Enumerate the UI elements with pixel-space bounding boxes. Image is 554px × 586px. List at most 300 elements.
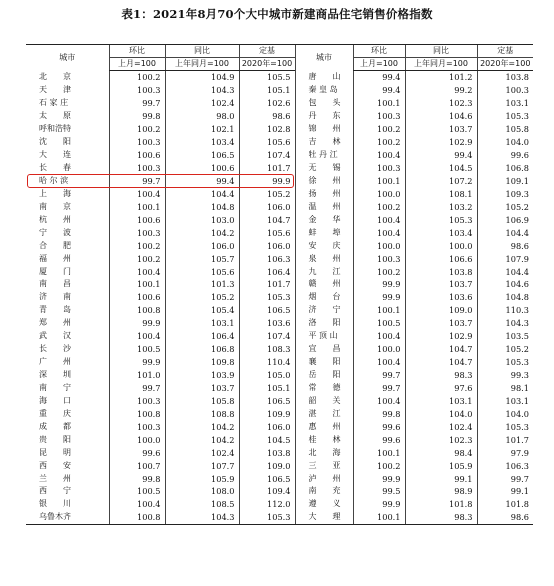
left-fixed-value: 109.0 xyxy=(239,459,295,472)
fixed-header-right: 定基 xyxy=(477,45,533,58)
right-yoy-value: 104.7 xyxy=(405,343,477,356)
left-mom-value: 100.2 xyxy=(109,123,165,136)
right-yoy-value: 103.1 xyxy=(405,394,477,407)
yoy-subheader-right: 上年同月=100 xyxy=(405,58,477,71)
right-fixed-value: 104.6 xyxy=(477,278,533,291)
right-fixed-value: 97.9 xyxy=(477,446,533,459)
table-body xyxy=(26,71,533,525)
yoy-header-right: 同比 xyxy=(405,45,477,58)
left-city-name: 大 连 xyxy=(39,150,71,160)
table-row xyxy=(26,162,533,175)
table-row xyxy=(26,187,533,200)
left-city-name: 天 津 xyxy=(39,85,71,95)
left-city-name: 福 州 xyxy=(39,253,71,263)
left-fixed-value: 106.3 xyxy=(239,252,295,265)
right-yoy-value: 101.2 xyxy=(405,71,477,84)
left-yoy-value: 103.7 xyxy=(165,382,239,395)
left-yoy-value: 108.5 xyxy=(165,498,239,511)
right-mom-value: 99.6 xyxy=(353,420,405,433)
left-city-name: 南 京 xyxy=(39,201,71,211)
left-yoy-value: 105.6 xyxy=(165,265,239,278)
left-yoy-value: 104.2 xyxy=(165,433,239,446)
left-mom-value: 100.0 xyxy=(109,433,165,446)
table-row xyxy=(26,407,533,420)
left-mom-value: 100.8 xyxy=(109,511,165,524)
table-row xyxy=(26,498,533,511)
left-fixed-value: 105.1 xyxy=(239,382,295,395)
right-city-name: 遵 义 xyxy=(295,498,353,511)
left-city-name: 银 川 xyxy=(39,499,71,509)
right-city-name: 三 亚 xyxy=(295,459,353,472)
right-city-name: 温 州 xyxy=(295,200,353,213)
left-mom-value: 100.7 xyxy=(109,459,165,472)
table-row xyxy=(26,304,533,317)
right-fixed-value: 103.5 xyxy=(477,330,533,343)
left-yoy-value: 106.5 xyxy=(165,149,239,162)
left-yoy-value: 102.1 xyxy=(165,123,239,136)
right-yoy-value: 99.2 xyxy=(405,84,477,97)
right-fixed-value: 100.3 xyxy=(477,84,533,97)
right-yoy-value: 103.6 xyxy=(405,291,477,304)
left-city-name: 宁 波 xyxy=(39,227,71,237)
yoy-header-left: 同比 xyxy=(165,45,239,58)
left-mom-value: 100.8 xyxy=(109,407,165,420)
right-city-name: 襄 阳 xyxy=(295,356,353,369)
right-fixed-value: 109.3 xyxy=(477,187,533,200)
left-city-name: 成 都 xyxy=(39,421,71,431)
left-yoy-value: 108.8 xyxy=(165,407,239,420)
table-row xyxy=(26,317,533,330)
right-city-name: 牡 丹 江 xyxy=(295,149,353,162)
left-mom-value: 100.4 xyxy=(109,498,165,511)
table-row xyxy=(26,330,533,343)
table-row xyxy=(26,459,533,472)
right-fixed-value: 99.7 xyxy=(477,472,533,485)
right-mom-value: 100.2 xyxy=(353,123,405,136)
left-fixed-value: 112.0 xyxy=(239,498,295,511)
table-row xyxy=(26,485,533,498)
left-fixed-value: 105.6 xyxy=(239,226,295,239)
right-yoy-value: 102.4 xyxy=(405,420,477,433)
left-mom-value: 100.6 xyxy=(109,291,165,304)
right-city-name: 扬 州 xyxy=(295,187,353,200)
right-city-name: 济 宁 xyxy=(295,304,353,317)
right-fixed-value: 104.4 xyxy=(477,226,533,239)
right-fixed-value: 104.3 xyxy=(477,317,533,330)
table-row xyxy=(26,97,533,110)
right-fixed-value: 106.9 xyxy=(477,213,533,226)
right-city-name: 北 海 xyxy=(295,446,353,459)
left-mom-value: 99.7 xyxy=(109,97,165,110)
left-fixed-value: 99.9 xyxy=(239,175,295,188)
left-city-name: 西 安 xyxy=(39,460,71,470)
right-city-name: 丹 东 xyxy=(295,110,353,123)
left-mom-value: 100.6 xyxy=(109,213,165,226)
right-mom-value: 100.4 xyxy=(353,330,405,343)
left-city-name: 上 海 xyxy=(39,188,71,198)
right-city-name: 岳 阳 xyxy=(295,369,353,382)
right-city-name: 宜 昌 xyxy=(295,343,353,356)
left-fixed-value: 105.6 xyxy=(239,136,295,149)
left-yoy-value: 101.3 xyxy=(165,278,239,291)
table-row xyxy=(26,356,533,369)
left-yoy-value: 104.9 xyxy=(165,71,239,84)
left-city-name: 重 庆 xyxy=(39,408,71,418)
right-mom-value: 99.9 xyxy=(353,498,405,511)
right-fixed-value: 103.8 xyxy=(477,71,533,84)
right-yoy-value: 102.9 xyxy=(405,330,477,343)
left-mom-value: 99.9 xyxy=(109,317,165,330)
right-fixed-value: 104.4 xyxy=(477,265,533,278)
left-mom-value: 99.9 xyxy=(109,356,165,369)
left-fixed-value: 101.7 xyxy=(239,278,295,291)
right-city-name: 蚌 埠 xyxy=(295,226,353,239)
right-fixed-value: 99.3 xyxy=(477,369,533,382)
right-city-name: 泉 州 xyxy=(295,252,353,265)
right-mom-value: 100.4 xyxy=(353,149,405,162)
right-mom-value: 100.4 xyxy=(353,356,405,369)
left-mom-value: 100.3 xyxy=(109,162,165,175)
right-yoy-value: 103.2 xyxy=(405,200,477,213)
left-city-name: 南 宁 xyxy=(39,382,71,392)
right-city-name: 湛 江 xyxy=(295,407,353,420)
left-yoy-value: 100.6 xyxy=(165,162,239,175)
right-mom-value: 100.4 xyxy=(353,213,405,226)
right-city-name: 韶 关 xyxy=(295,394,353,407)
mom-subheader-right: 上月=100 xyxy=(353,58,405,71)
right-fixed-value: 101.8 xyxy=(477,498,533,511)
right-fixed-value: 107.9 xyxy=(477,252,533,265)
left-fixed-value: 104.7 xyxy=(239,213,295,226)
left-fixed-value: 109.4 xyxy=(239,485,295,498)
table-row xyxy=(26,123,533,136)
right-mom-value: 100.1 xyxy=(353,511,405,524)
left-yoy-value: 105.7 xyxy=(165,252,239,265)
right-mom-value: 100.2 xyxy=(353,136,405,149)
left-mom-value: 99.8 xyxy=(109,472,165,485)
right-city-name: 烟 台 xyxy=(295,291,353,304)
left-fixed-value: 105.1 xyxy=(239,84,295,97)
table-row xyxy=(26,265,533,278)
mom-subheader-left: 上月=100 xyxy=(109,58,165,71)
table-row xyxy=(26,213,533,226)
right-yoy-value: 97.6 xyxy=(405,382,477,395)
left-yoy-value: 102.4 xyxy=(165,97,239,110)
city-header-left: 城市 xyxy=(26,45,109,71)
left-mom-value: 99.7 xyxy=(109,382,165,395)
right-yoy-value: 99.1 xyxy=(405,472,477,485)
left-city-name: 昆 明 xyxy=(39,447,71,457)
right-fixed-value: 98.6 xyxy=(477,511,533,524)
left-fixed-value: 105.3 xyxy=(239,511,295,524)
right-city-name: 洛 阳 xyxy=(295,317,353,330)
right-mom-value: 100.2 xyxy=(353,265,405,278)
right-fixed-value: 109.1 xyxy=(477,175,533,188)
left-yoy-value: 105.9 xyxy=(165,472,239,485)
right-yoy-value: 103.8 xyxy=(405,265,477,278)
right-yoy-value: 101.8 xyxy=(405,498,477,511)
left-city-name: 哈 尔 滨 xyxy=(39,175,69,185)
right-fixed-value: 104.8 xyxy=(477,291,533,304)
right-fixed-value: 105.3 xyxy=(477,356,533,369)
left-fixed-value: 106.4 xyxy=(239,265,295,278)
left-yoy-value: 104.2 xyxy=(165,420,239,433)
left-fixed-value: 108.3 xyxy=(239,343,295,356)
right-city-name: 无 锡 xyxy=(295,162,353,175)
table-row xyxy=(26,239,533,252)
right-city-name: 包 头 xyxy=(295,97,353,110)
left-fixed-value: 107.4 xyxy=(239,330,295,343)
left-yoy-value: 98.0 xyxy=(165,110,239,123)
left-mom-value: 100.2 xyxy=(109,239,165,252)
left-fixed-value: 105.0 xyxy=(239,369,295,382)
right-yoy-value: 104.6 xyxy=(405,110,477,123)
left-yoy-value: 107.7 xyxy=(165,459,239,472)
right-yoy-value: 108.1 xyxy=(405,187,477,200)
table-row xyxy=(26,175,533,188)
left-mom-value: 100.3 xyxy=(109,84,165,97)
right-mom-value: 99.9 xyxy=(353,291,405,304)
right-yoy-value: 105.3 xyxy=(405,213,477,226)
left-mom-value: 100.5 xyxy=(109,343,165,356)
left-mom-value: 100.4 xyxy=(109,265,165,278)
table-row xyxy=(26,433,533,446)
price-index-table xyxy=(26,44,533,525)
right-mom-value: 100.4 xyxy=(353,394,405,407)
right-city-name: 惠 州 xyxy=(295,420,353,433)
left-fixed-value: 105.3 xyxy=(239,291,295,304)
left-mom-value: 99.7 xyxy=(109,175,165,188)
table-row xyxy=(26,343,533,356)
table-title: 表1：2021年8月70个大中城市新建商品住宅销售价格指数 xyxy=(121,7,433,21)
right-yoy-value: 98.3 xyxy=(405,511,477,524)
right-fixed-value: 103.1 xyxy=(477,394,533,407)
left-city-name: 厦 门 xyxy=(39,266,71,276)
table-row xyxy=(26,226,533,239)
left-mom-value: 100.6 xyxy=(109,149,165,162)
table-row xyxy=(26,472,533,485)
left-city-name: 石 家 庄 xyxy=(39,98,69,108)
right-mom-value: 99.6 xyxy=(353,433,405,446)
left-city-name: 太 原 xyxy=(39,111,71,121)
left-fixed-value: 107.4 xyxy=(239,149,295,162)
right-fixed-value: 104.0 xyxy=(477,136,533,149)
left-city-name: 贵 阳 xyxy=(39,434,71,444)
right-mom-value: 100.0 xyxy=(353,187,405,200)
right-yoy-value: 103.7 xyxy=(405,123,477,136)
right-mom-value: 100.0 xyxy=(353,239,405,252)
left-fixed-value: 106.0 xyxy=(239,239,295,252)
right-yoy-value: 106.6 xyxy=(405,252,477,265)
right-city-name: 平 顶 山 xyxy=(295,330,353,343)
right-mom-value: 100.1 xyxy=(353,175,405,188)
right-yoy-value: 102.9 xyxy=(405,136,477,149)
right-mom-value: 100.5 xyxy=(353,317,405,330)
table-row xyxy=(26,252,533,265)
left-mom-value: 100.3 xyxy=(109,394,165,407)
left-fixed-value: 102.8 xyxy=(239,123,295,136)
left-city-name: 广 州 xyxy=(39,357,71,367)
table-row xyxy=(26,136,533,149)
right-yoy-value: 104.5 xyxy=(405,162,477,175)
right-yoy-value: 104.0 xyxy=(405,407,477,420)
right-mom-value: 100.3 xyxy=(353,252,405,265)
right-fixed-value: 105.2 xyxy=(477,200,533,213)
left-fixed-value: 106.0 xyxy=(239,420,295,433)
left-yoy-value: 104.8 xyxy=(165,200,239,213)
right-yoy-value: 104.7 xyxy=(405,356,477,369)
right-mom-value: 100.2 xyxy=(353,200,405,213)
left-city-name: 长 春 xyxy=(39,163,71,173)
left-fixed-value: 106.0 xyxy=(239,200,295,213)
left-fixed-value: 106.5 xyxy=(239,394,295,407)
right-mom-value: 100.3 xyxy=(353,110,405,123)
right-yoy-value: 103.7 xyxy=(405,317,477,330)
right-fixed-value: 104.0 xyxy=(477,407,533,420)
left-mom-value: 100.2 xyxy=(109,71,165,84)
fixed-subheader-left: 2020年=100 xyxy=(239,58,295,71)
left-mom-value: 100.3 xyxy=(109,420,165,433)
right-fixed-value: 103.1 xyxy=(477,97,533,110)
right-city-name: 徐 州 xyxy=(295,175,353,188)
right-mom-value: 99.9 xyxy=(353,278,405,291)
table-row xyxy=(26,511,533,524)
right-mom-value: 99.4 xyxy=(353,71,405,84)
left-mom-value: 100.2 xyxy=(109,252,165,265)
right-city-name: 吉 林 xyxy=(295,136,353,149)
right-yoy-value: 109.0 xyxy=(405,304,477,317)
left-yoy-value: 103.4 xyxy=(165,136,239,149)
table-row xyxy=(26,369,533,382)
left-yoy-value: 108.0 xyxy=(165,485,239,498)
right-yoy-value: 103.4 xyxy=(405,226,477,239)
right-fixed-value: 105.3 xyxy=(477,110,533,123)
right-mom-value: 100.2 xyxy=(353,459,405,472)
right-mom-value: 100.0 xyxy=(353,343,405,356)
right-city-name: 九 江 xyxy=(295,265,353,278)
left-yoy-value: 105.8 xyxy=(165,394,239,407)
fixed-header-left: 定基 xyxy=(239,45,295,58)
left-city-name: 长 沙 xyxy=(39,344,71,354)
left-city-name: 合 肥 xyxy=(39,240,71,250)
right-fixed-value: 99.6 xyxy=(477,149,533,162)
left-yoy-value: 103.1 xyxy=(165,317,239,330)
left-mom-value: 99.6 xyxy=(109,446,165,459)
left-yoy-value: 104.3 xyxy=(165,84,239,97)
left-city-name: 杭 州 xyxy=(39,214,71,224)
right-yoy-value: 99.4 xyxy=(405,149,477,162)
left-city-name: 乌鲁木齐 xyxy=(26,511,109,524)
right-fixed-value: 105.8 xyxy=(477,123,533,136)
right-mom-value: 99.4 xyxy=(353,84,405,97)
right-city-name: 金 华 xyxy=(295,213,353,226)
right-yoy-value: 98.9 xyxy=(405,485,477,498)
right-city-name: 秦 皇 岛 xyxy=(295,84,353,97)
left-fixed-value: 105.5 xyxy=(239,71,295,84)
left-yoy-value: 102.4 xyxy=(165,446,239,459)
left-city-name: 南 昌 xyxy=(39,279,71,289)
right-mom-value: 99.7 xyxy=(353,369,405,382)
table-row xyxy=(26,200,533,213)
right-city-name: 桂 林 xyxy=(295,433,353,446)
left-mom-value: 100.3 xyxy=(109,136,165,149)
left-yoy-value: 104.2 xyxy=(165,226,239,239)
left-mom-value: 100.1 xyxy=(109,278,165,291)
right-fixed-value: 101.7 xyxy=(477,433,533,446)
left-city-name: 兰 州 xyxy=(39,473,71,483)
table-row xyxy=(26,84,533,97)
left-mom-value: 100.1 xyxy=(109,200,165,213)
left-fixed-value: 103.8 xyxy=(239,446,295,459)
left-yoy-value: 106.0 xyxy=(165,239,239,252)
right-fixed-value: 99.1 xyxy=(477,485,533,498)
right-city-name: 常 德 xyxy=(295,382,353,395)
right-fixed-value: 110.3 xyxy=(477,304,533,317)
table-row xyxy=(26,71,533,84)
right-fixed-value: 105.3 xyxy=(477,420,533,433)
right-mom-value: 99.9 xyxy=(353,472,405,485)
left-fixed-value: 106.5 xyxy=(239,304,295,317)
table-row xyxy=(26,291,533,304)
left-yoy-value: 99.4 xyxy=(165,175,239,188)
left-yoy-value: 104.3 xyxy=(165,511,239,524)
left-yoy-value: 105.2 xyxy=(165,291,239,304)
left-fixed-value: 105.2 xyxy=(239,187,295,200)
left-fixed-value: 102.6 xyxy=(239,97,295,110)
right-yoy-value: 105.9 xyxy=(405,459,477,472)
right-city-name: 泸 州 xyxy=(295,472,353,485)
right-fixed-value: 106.8 xyxy=(477,162,533,175)
left-fixed-value: 98.6 xyxy=(239,110,295,123)
right-mom-value: 99.8 xyxy=(353,407,405,420)
left-fixed-value: 109.9 xyxy=(239,407,295,420)
left-yoy-value: 105.4 xyxy=(165,304,239,317)
mom-header-right: 环比 xyxy=(353,45,405,58)
table-row xyxy=(26,110,533,123)
left-fixed-value: 104.5 xyxy=(239,433,295,446)
right-fixed-value: 106.3 xyxy=(477,459,533,472)
right-yoy-value: 98.3 xyxy=(405,369,477,382)
left-mom-value: 100.3 xyxy=(109,226,165,239)
right-city-name: 大 理 xyxy=(295,511,353,524)
left-city-name: 深 圳 xyxy=(39,370,71,380)
right-mom-value: 99.7 xyxy=(353,382,405,395)
table-row xyxy=(26,394,533,407)
right-city-name: 锦 州 xyxy=(295,123,353,136)
table-row xyxy=(26,446,533,459)
right-mom-value: 100.4 xyxy=(353,226,405,239)
right-fixed-value: 98.1 xyxy=(477,382,533,395)
left-yoy-value: 104.4 xyxy=(165,187,239,200)
left-mom-value: 101.0 xyxy=(109,369,165,382)
left-fixed-value: 110.4 xyxy=(239,356,295,369)
table-row xyxy=(26,149,533,162)
left-city-name: 海 口 xyxy=(39,395,71,405)
right-yoy-value: 98.4 xyxy=(405,446,477,459)
left-fixed-value: 106.5 xyxy=(239,472,295,485)
right-mom-value: 100.1 xyxy=(353,446,405,459)
left-mom-value: 99.8 xyxy=(109,110,165,123)
left-yoy-value: 106.8 xyxy=(165,343,239,356)
right-city-name: 南 充 xyxy=(295,485,353,498)
right-city-name: 唐 山 xyxy=(295,71,353,84)
right-fixed-value: 105.2 xyxy=(477,343,533,356)
right-mom-value: 99.5 xyxy=(353,485,405,498)
left-city-name: 沈 阳 xyxy=(39,137,71,147)
right-mom-value: 100.3 xyxy=(353,162,405,175)
table-row xyxy=(26,420,533,433)
left-yoy-value: 103.0 xyxy=(165,213,239,226)
